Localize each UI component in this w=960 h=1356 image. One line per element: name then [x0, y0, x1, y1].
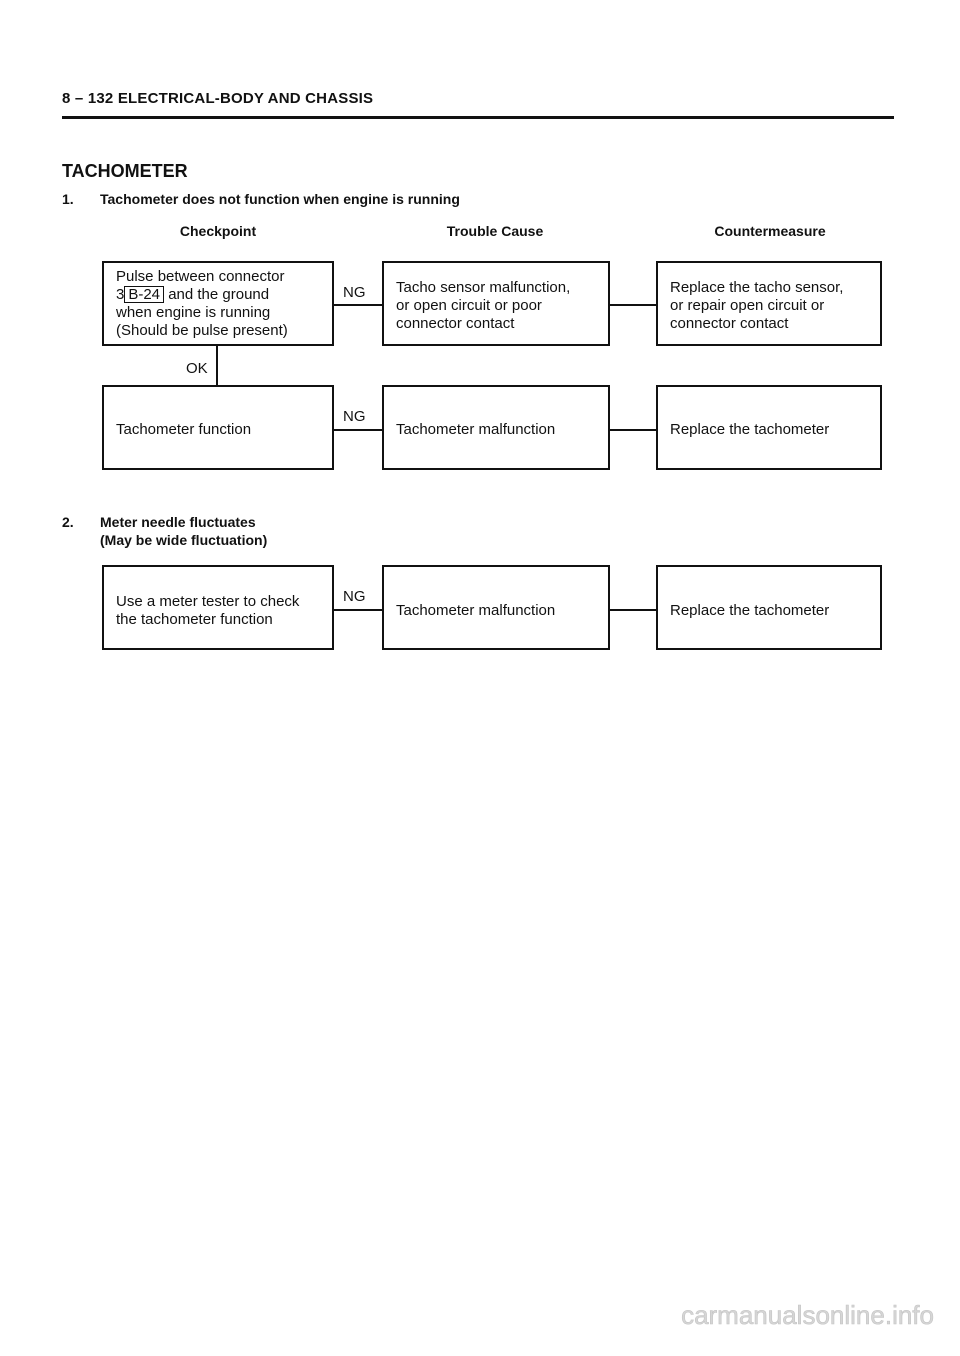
- trouble-cause-box-2: [382, 385, 610, 470]
- connector-number: 3: [116, 286, 125, 303]
- item-2-title-line-1: Meter needle fluctuates: [100, 514, 256, 530]
- trouble-cause-box-3: [382, 565, 610, 650]
- checkpoint-pulse-line-4: (Should be pulse present): [116, 322, 288, 339]
- item-1-title: Tachometer does not function when engine is running: [100, 191, 460, 207]
- column-heading-checkpoint: Checkpoint: [179, 223, 257, 239]
- checkpoint-pulse-line-2: [116, 286, 324, 304]
- countermeasure-box-1: [656, 261, 882, 346]
- checkpoint-box-pulse: [102, 261, 334, 346]
- ng-connector-line-2: [334, 429, 382, 431]
- column-heading-countermeasure: Countermeasure: [714, 223, 826, 239]
- countermeasure-box-3: [656, 565, 882, 650]
- trouble-cause-text-1: Tacho sensor malfunction, or open circuit or poor connector contact: [396, 279, 571, 332]
- checkpoint-pulse-text: [116, 268, 324, 340]
- ng-label-2: NG: [343, 408, 366, 425]
- connector-line-cause-2: [610, 429, 656, 431]
- trouble-cause-box-1: [382, 261, 610, 346]
- connector-line-cause-3: [610, 609, 656, 611]
- connector-line-cause-1: [610, 304, 656, 306]
- header-rule: [62, 116, 894, 119]
- checkpoint-box-tachometer-function: [102, 385, 334, 470]
- ng-label-3: NG: [343, 588, 366, 605]
- countermeasure-text-1: Replace the tacho sensor, or repair open circuit or connector contact: [670, 279, 844, 332]
- countermeasure-box-2: [656, 385, 882, 470]
- connector-id-badge: B-24: [124, 286, 164, 303]
- countermeasure-text-2: Replace the tachometer: [670, 421, 830, 438]
- checkpoint-meter-tester-text: Use a meter tester to check the tachometer function: [116, 593, 300, 628]
- checkpoint-pulse-line-1: Pulse between connector: [116, 268, 285, 285]
- countermeasure-text-3: Replace the tachometer: [670, 602, 830, 619]
- checkpoint-pulse-line-2-suffix: and the ground: [164, 286, 270, 303]
- item-2-title-line-2: (May be wide fluctuation): [100, 532, 268, 548]
- checkpoint-tachometer-function-text: Tachometer function: [116, 421, 252, 438]
- ng-connector-line-3: [334, 609, 382, 611]
- section-title: TACHOMETER: [62, 161, 188, 181]
- page-header: 8 – 132 ELECTRICAL-BODY AND CHASSIS: [62, 90, 374, 107]
- ok-label: OK: [186, 360, 208, 377]
- checkpoint-pulse-line-3: when engine is running: [116, 304, 271, 321]
- watermark-text: carmanualsonline.info: [681, 1300, 934, 1330]
- trouble-cause-text-3: Tachometer malfunction: [396, 602, 556, 619]
- item-2-number: 2.: [62, 514, 74, 530]
- ng-label-1: NG: [343, 284, 366, 301]
- watermark-logo: [574, 1300, 934, 1330]
- trouble-cause-text-2: Tachometer malfunction: [396, 421, 556, 438]
- item-1-number: 1.: [62, 191, 74, 207]
- checkpoint-box-meter-tester: [102, 565, 334, 650]
- ok-connector-line: [216, 346, 218, 386]
- ng-connector-line-1: [334, 304, 382, 306]
- column-heading-trouble-cause: Trouble Cause: [446, 223, 544, 239]
